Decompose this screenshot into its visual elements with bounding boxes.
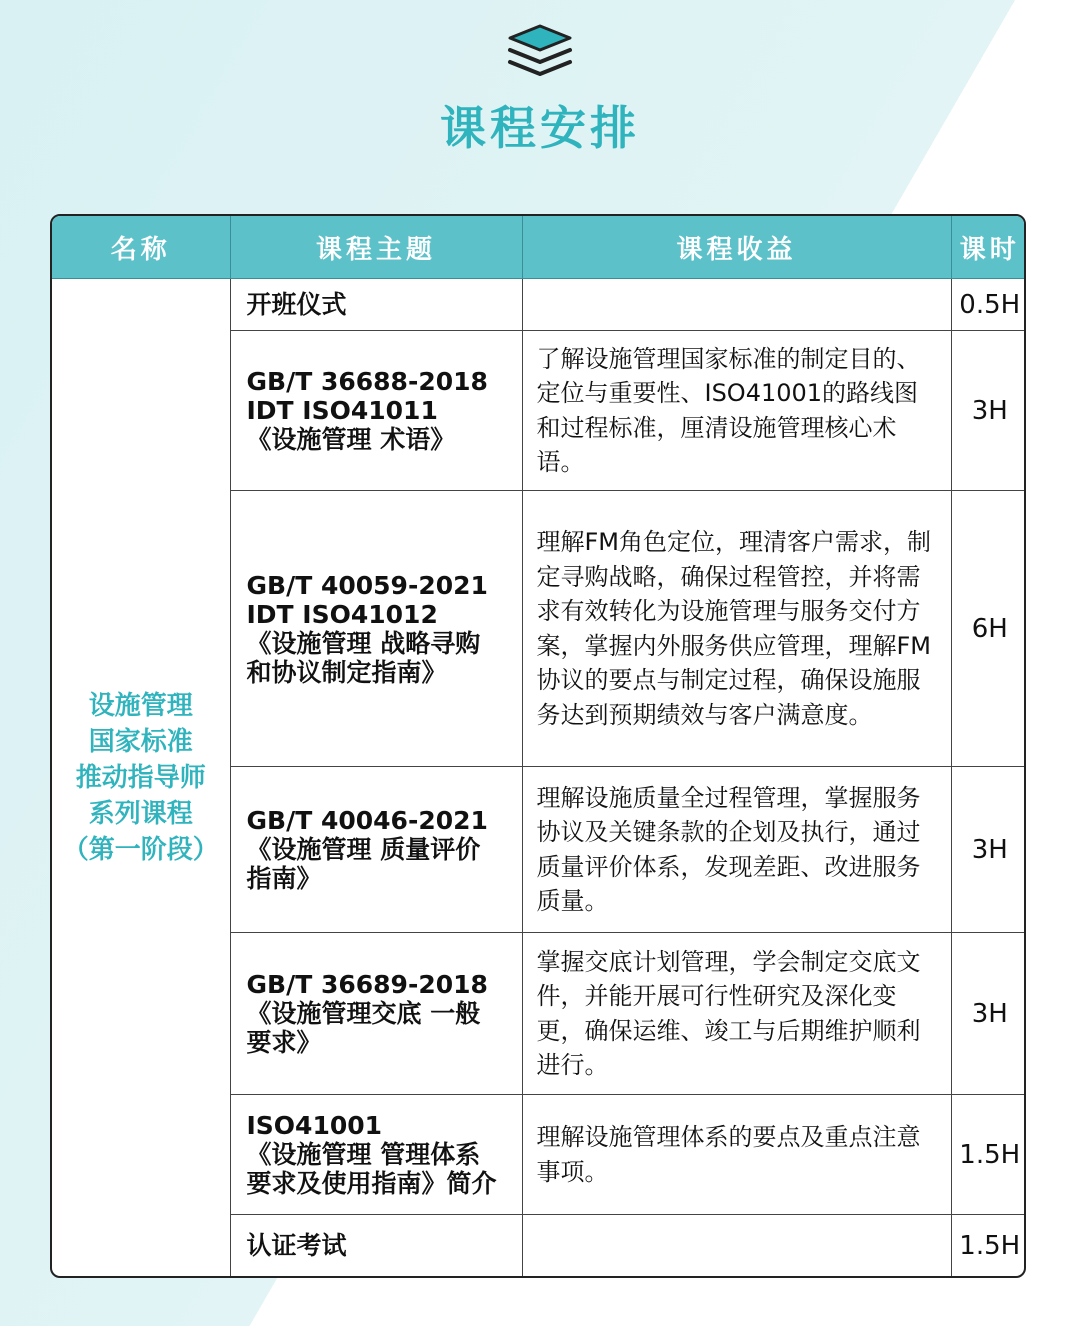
topic-cell: GB/T 36689-2018 《设施管理交底 一般 要求》 — [230, 933, 522, 1095]
program-name-line: 系列课程 — [88, 798, 193, 829]
hours-cell: 3H — [951, 933, 1026, 1095]
topic-cell: GB/T 40059-2021 IDT ISO41012 《设施管理 战略寻购 和协议制定指南》 — [230, 491, 522, 767]
benefit-cell: 了解设施管理国家标准的制定目的、定位与重要性、ISO41001的路线图和过程标准，厘清设施管理核心术语。 — [522, 331, 951, 491]
hours-cell: 6H — [951, 491, 1026, 767]
benefit-cell: 理解设施管理体系的要点及重点注意事项。 — [522, 1095, 951, 1215]
program-name-line: （第一阶段） — [62, 834, 219, 865]
program-name-line: 国家标准 — [88, 726, 193, 757]
benefit-cell — [522, 279, 951, 331]
topic-cell: GB/T 36688-2018 IDT ISO41011 《设施管理 术语》 — [230, 331, 522, 491]
hours-cell: 3H — [951, 767, 1026, 933]
benefit-cell: 理解设施质量全过程管理，掌握服务协议及关键条款的企划及执行，通过质量评价体系，发现差距、改进服务质量。 — [522, 767, 951, 933]
stacked-layers-icon — [504, 22, 576, 84]
topic-cell: GB/T 40046-2021 《设施管理 质量评价 指南》 — [230, 767, 522, 933]
benefit-cell: 掌握交底计划管理，学会制定交底文件，并能开展可行性研究及深化变更，确保运维、竣工与后期维护顺利进行。 — [522, 933, 951, 1095]
program-name-cell — [52, 279, 230, 1277]
benefit-cell: 理解FM角色定位，理清客户需求，制定寻购战略，确保过程管控，并将需求有效转化为设施管理与服务交付方案，掌握内外服务供应管理，理解FM协议的要点与制定过程，确保设施服务达到预期绩效与客户满意度。 — [522, 491, 951, 767]
hours-cell: 1.5H — [951, 1095, 1026, 1215]
table-header-row — [52, 216, 1026, 279]
program-name-line: 设施管理 — [88, 690, 193, 721]
page-title: 课程安排 — [440, 101, 640, 155]
benefit-cell — [522, 1215, 951, 1277]
header-benefit: 课程收益 — [522, 216, 951, 279]
table-row — [52, 279, 1026, 331]
course-schedule-table — [50, 214, 1026, 1278]
header-topic: 课程主题 — [230, 216, 522, 279]
header-hours: 课时 — [951, 216, 1026, 279]
topic-cell: ISO41001 《设施管理 管理体系 要求及使用指南》简介 — [230, 1095, 522, 1215]
topic-cell: 开班仪式 — [230, 279, 522, 331]
program-name-line: 推动指导师 — [75, 762, 206, 793]
topic-cell: 认证考试 — [230, 1215, 522, 1277]
hours-cell: 1.5H — [959, 1230, 1021, 1261]
hours-cell: 3H — [951, 331, 1026, 491]
header-name: 名称 — [52, 216, 230, 279]
hours-cell: 0.5H — [951, 279, 1026, 331]
